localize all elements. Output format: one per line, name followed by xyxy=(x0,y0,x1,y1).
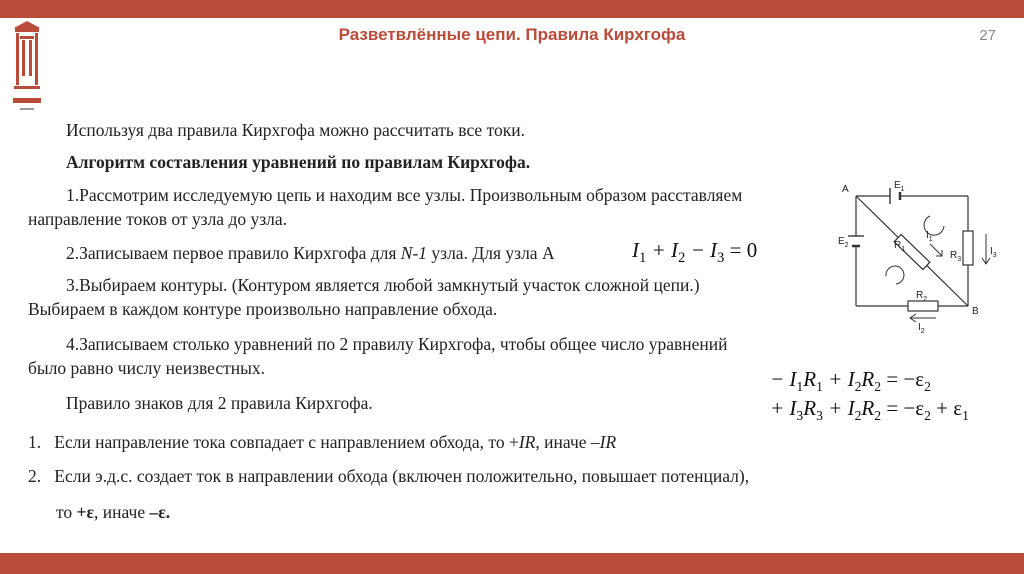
e1-label: $E_1$ xyxy=(894,180,905,193)
r1-label: $R_1$ xyxy=(894,240,906,253)
step4-line2: было равно числу неизвестных. xyxy=(28,358,266,378)
step3-line1: 3.Выбираем контуры. (Контуром является любой замкнутый участок сложной цепи.) xyxy=(66,275,700,295)
page-number: 27 xyxy=(979,27,996,44)
rule2-item: 2. Если э.д.с. создает ток в направлении обхода (включен положительно, повышает потенциал), xyxy=(28,466,750,486)
i1-label: $I_1$ xyxy=(926,230,933,243)
step4-line1: 4.Записываем столько уравнений по 2 правилу Кирхгофа, чтобы общее число уравнений xyxy=(66,334,728,354)
circuit-diagram xyxy=(838,176,1020,336)
loop2-equation: + $I_3R_3 + I_2R_2 = -\varepsilon_2 + \varepsilon_1$ xyxy=(770,396,969,424)
sign-rule-text: Правило знаков для 2 правила Кирхгофа. xyxy=(66,393,373,413)
e2-label: $E_2$ xyxy=(838,236,849,249)
r3-resistor-icon xyxy=(963,231,973,265)
node-b-label: B xyxy=(972,306,979,317)
first-rule-formula: $I_1 + I_2 - I_3 = 0$ xyxy=(632,238,758,267)
r2-label: $R_2$ xyxy=(916,290,928,303)
node-a-label: A xyxy=(842,184,849,195)
top-accent-bar xyxy=(0,0,1024,18)
i2-label: $I_2$ xyxy=(918,322,925,335)
e2-battery-icon xyxy=(848,236,864,246)
loop1-equation: − $I_1R_1 + I_2R_2 = -\varepsilon_2$ xyxy=(770,367,931,395)
algorithm-heading: Алгоритм составления уравнений по правилам Кирхгофа. xyxy=(66,152,531,172)
i3-label: $I_3$ xyxy=(990,246,997,259)
step1-line1: 1.Рассмотрим исследуемую цепь и находим все узлы. Произвольным образом расставляем xyxy=(66,185,743,205)
step3-line2: Выбираем в каждом контуре произвольно направление обхода. xyxy=(28,299,498,319)
step1-line2: направление токов от узла до узла. xyxy=(28,209,288,229)
intro-text: Используя два правила Кирхгофа можно рассчитать все токи. xyxy=(66,120,525,140)
step2-text: 2.Записываем первое правило Кирхгофа для N-1 узла. Для узла А xyxy=(66,243,555,263)
rule2-continuation: то +ε, иначе –ε. xyxy=(56,502,171,522)
r3-label: $R_3$ xyxy=(950,250,962,263)
rule1-item: 1. Если направление тока совпадает с направлением обхода, то +IR, иначе –IR xyxy=(28,432,617,452)
page-title: Разветвлённые цепи. Правила Кирхгофа xyxy=(338,25,686,44)
bottom-accent-bar xyxy=(0,553,1024,574)
